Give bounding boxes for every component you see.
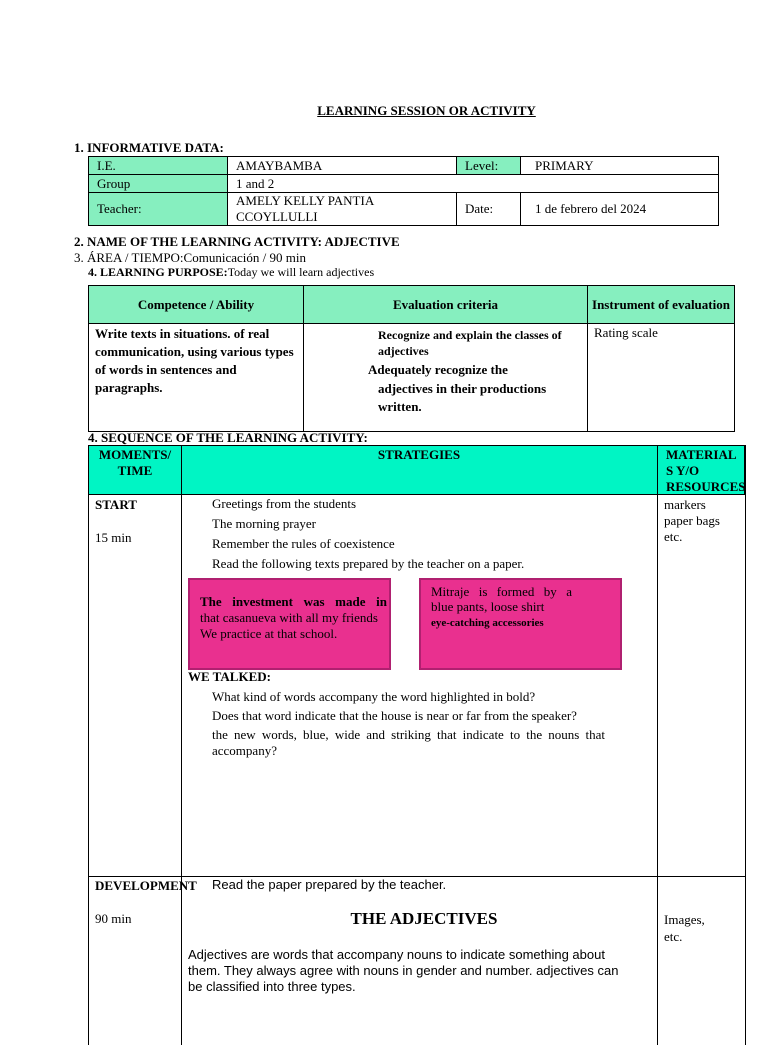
list-item: the new words, blue, wide and striking that indicate to the nouns that accompany? <box>212 727 605 758</box>
header-competence: Competence / Ability <box>89 286 304 324</box>
list-item: What kind of words accompany the word highlighted in bold? <box>212 689 536 704</box>
criteria-item-2: Adequately recognize the <box>368 362 508 377</box>
header-moments: MOMENTS/ TIME <box>98 447 172 478</box>
list-item: Read the paper prepared by the teacher. <box>212 877 447 892</box>
level-label: Level: <box>457 157 521 175</box>
ie-value: AMAYBAMBA <box>228 157 457 175</box>
development-materials <box>664 911 705 945</box>
card-2-text: Mitraje is formed by a blue pants, loose shirt <box>431 584 572 614</box>
criteria-cell <box>304 324 588 432</box>
material-item: etc. <box>664 929 683 944</box>
table-border <box>181 445 182 1045</box>
ie-label: I.E. <box>89 157 228 175</box>
table-row <box>89 175 719 193</box>
list-item: Remember the rules of coexistence <box>212 536 395 551</box>
text-card-2 <box>419 578 622 670</box>
table-row <box>89 157 719 175</box>
section-sequence: 4. SEQUENCE OF THE LEARNING ACTIVITY: <box>88 430 368 445</box>
section-learning-purpose <box>88 265 374 280</box>
criteria-item-2-cont: adjectives in their productions written. <box>378 381 547 414</box>
start-time: 15 min <box>95 530 132 545</box>
text-card-1 <box>188 578 391 670</box>
development-time: 90 min <box>95 911 132 926</box>
competence-text: Write texts in situations. of real communication, using various types of words in sentences and paragraphs. <box>89 324 304 432</box>
level-value: PRIMARY <box>521 157 719 175</box>
header-strategies: STRATEGIES <box>377 447 461 462</box>
card-2-bold: eye-catching accessories <box>431 617 544 629</box>
teacher-value: AMELY KELLY PANTIA CCOYLLULLI <box>228 193 457 226</box>
material-item: paper bags <box>664 513 720 528</box>
informative-data-table <box>88 156 719 226</box>
table-row <box>89 193 719 226</box>
date-label: Date: <box>457 193 521 226</box>
header-evaluation-criteria: Evaluation criteria <box>304 286 588 324</box>
table-row <box>89 324 735 432</box>
material-item: etc. <box>664 529 683 544</box>
start-materials <box>664 497 720 545</box>
we-talked-label: WE TALKED: <box>188 669 271 684</box>
section-informative-data: 1. INFORMATIVE DATA: <box>74 140 224 155</box>
card-1-text: that casanueva with all my friends We practice at that school. <box>200 610 378 641</box>
teacher-label: Teacher: <box>89 193 228 226</box>
list-item: Read the following texts prepared by the teacher on a paper. <box>212 556 525 571</box>
adjectives-paragraph: Adjectives are words that accompany nouns to indicate something about them. They always agree with nouns in gender and number. adjectives can be classified into three types. <box>188 947 619 994</box>
material-item: markers <box>664 497 706 512</box>
group-value: 1 and 2 <box>228 175 719 193</box>
list-item: Greetings from the students <box>212 496 357 511</box>
page-title: LEARNING SESSION OR ACTIVITY <box>317 103 536 118</box>
table-row <box>89 286 735 324</box>
section-activity-name: 2. NAME OF THE LEARNING ACTIVITY: ADJECTIVE <box>74 234 400 249</box>
header-materials: MATERIAL S Y/O RESOURCES <box>666 447 746 494</box>
competence-table <box>88 285 735 432</box>
table-border <box>657 445 658 1045</box>
group-label: Group <box>89 175 228 193</box>
card-1-bold: The investment was made in <box>200 594 387 609</box>
table-border <box>88 445 89 1045</box>
header-instrument: Instrument of evaluation <box>588 286 735 324</box>
instrument-value: Rating scale <box>588 324 735 432</box>
purpose-text: Today we will learn adjectives <box>227 265 375 279</box>
list-item: Does that word indicate that the house is near or far from the speaker? <box>212 708 577 723</box>
material-item: Images, <box>664 912 705 927</box>
criteria-item-1: Recognize and explain the classes of adjectives <box>378 328 562 358</box>
development-label: DEVELOPMENT <box>95 878 197 893</box>
table-border <box>745 445 746 1045</box>
list-item: The morning prayer <box>212 516 316 531</box>
section-area-time: 3. ÁREA / TIEMPO:Comunicación / 90 min <box>74 250 306 265</box>
date-value: 1 de febrero del 2024 <box>521 193 719 226</box>
adjectives-heading: THE ADJECTIVES <box>350 909 498 928</box>
start-label: START <box>95 497 137 512</box>
purpose-label: 4. LEARNING PURPOSE: <box>88 265 228 279</box>
